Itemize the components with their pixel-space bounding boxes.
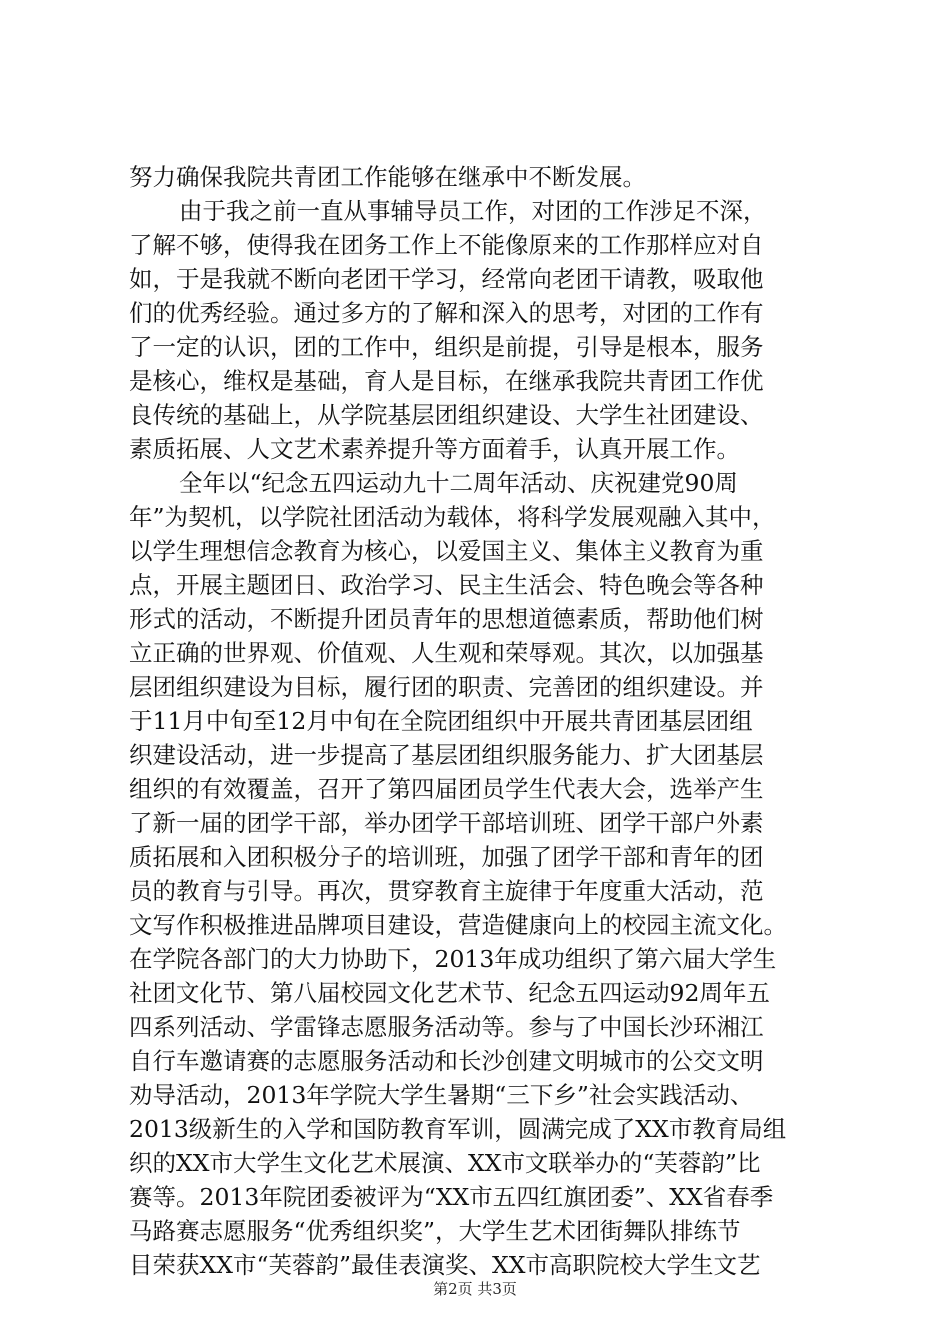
text-line: 了新一届的团学干部，举办团学干部培训班、团学干部户外素 <box>129 809 764 837</box>
document-body <box>129 160 829 1282</box>
text-line: 素质拓展、人文艺术素养提升等方面着手，认真开展工作。 <box>129 435 740 463</box>
text-line: 了一定的认识，团的工作中，组织是前提，引导是根本，服务 <box>129 333 764 361</box>
text-line: 赛等。2013年院团委被评为“XX市五四红旗团委”、XX省春季 <box>129 1183 774 1211</box>
text-line: 了解不够，使得我在团务工作上不能像原来的工作那样应对自 <box>129 231 764 259</box>
text-line: 努力确保我院共青团工作能够在继承中不断发展。 <box>129 163 646 191</box>
text-line: 点，开展主题团日、政治学习、民主生活会、特色晚会等各种 <box>129 571 764 599</box>
text-line: 如，于是我就不断向老团干学习，经常向老团干请教，吸取他 <box>129 265 764 293</box>
text-line: 社团文化节、第八届校园文化艺术节、纪念五四运动92周年五 <box>129 979 770 1007</box>
text-line: 织建设活动，进一步提高了基层团组织服务能力、扩大团基层 <box>129 741 764 769</box>
text-line: 全年以“纪念五四运动九十二周年活动、庆祝建党90周 <box>179 469 738 497</box>
text-line: 组织的有效覆盖，召开了第四届团员学生代表大会，选举产生 <box>129 775 764 803</box>
text-line: 是核心，维权是基础，育人是目标，在继承我院共青团工作优 <box>129 367 764 395</box>
text-line: 目荣获XX市“芙蓉韵”最佳表演奖、XX市高职院校大学生文艺 <box>129 1251 761 1279</box>
text-line: 劝导活动，2013年学院大学生暑期“三下乡”社会实践活动、 <box>129 1081 754 1109</box>
text-line: 以学生理想信念教育为核心，以爱国主义、集体主义教育为重 <box>129 537 764 565</box>
paragraph-1 <box>129 160 829 194</box>
text-line: 马路赛志愿服务“优秀组织奖”，大学生艺术团街舞队排练节 <box>129 1217 741 1245</box>
text-line: 文写作积极推进品牌项目建设，营造健康向上的校园主流文化。 <box>129 911 787 939</box>
text-line: 形式的活动，不断提升团员青年的思想道德素质，帮助他们树 <box>129 605 764 633</box>
text-line: 员的教育与引导。再次，贯穿教育主旋律于年度重大活动，范 <box>129 877 764 905</box>
text-line: 立正确的世界观、价值观、人生观和荣辱观。其次，以加强基 <box>129 639 764 667</box>
text-line: 2013级新生的入学和国防教育军训，圆满完成了XX市教育局组 <box>129 1115 787 1143</box>
text-line: 良传统的基础上，从学院基层团组织建设、大学生社团建设、 <box>129 401 764 429</box>
text-line: 层团组织建设为目标，履行团的职责、完善团的组织建设。并 <box>129 673 764 701</box>
text-line: 由于我之前一直从事辅导员工作，对团的工作涉足不深， <box>179 197 767 225</box>
text-line: 们的优秀经验。通过多方的了解和深入的思考，对团的工作有 <box>129 299 764 327</box>
text-line: 质拓展和入团积极分子的培训班，加强了团学干部和青年的团 <box>129 843 764 871</box>
paragraph-2 <box>129 194 829 466</box>
text-line: 织的XX市大学生文化艺术展演、XX市文联举办的“芙蓉韵”比 <box>129 1149 761 1177</box>
text-line: 于11月中旬至12月中旬在全院团组织中开展共青团基层团组 <box>129 707 753 735</box>
page-number-footer: 第2页 共3页 <box>433 1280 517 1298</box>
text-line: 自行车邀请赛的志愿服务活动和长沙创建文明城市的公交文明 <box>129 1047 764 1075</box>
paragraph-3 <box>129 466 829 1282</box>
text-line: 年”为契机，以学院社团活动为载体，将科学发展观融入其中， <box>129 503 776 531</box>
text-line: 在学院各部门的大力协助下，2013年成功组织了第六届大学生 <box>129 945 777 973</box>
text-line: 四系列活动、学雷锋志愿服务活动等。参与了中国长沙环湘江 <box>129 1013 764 1041</box>
